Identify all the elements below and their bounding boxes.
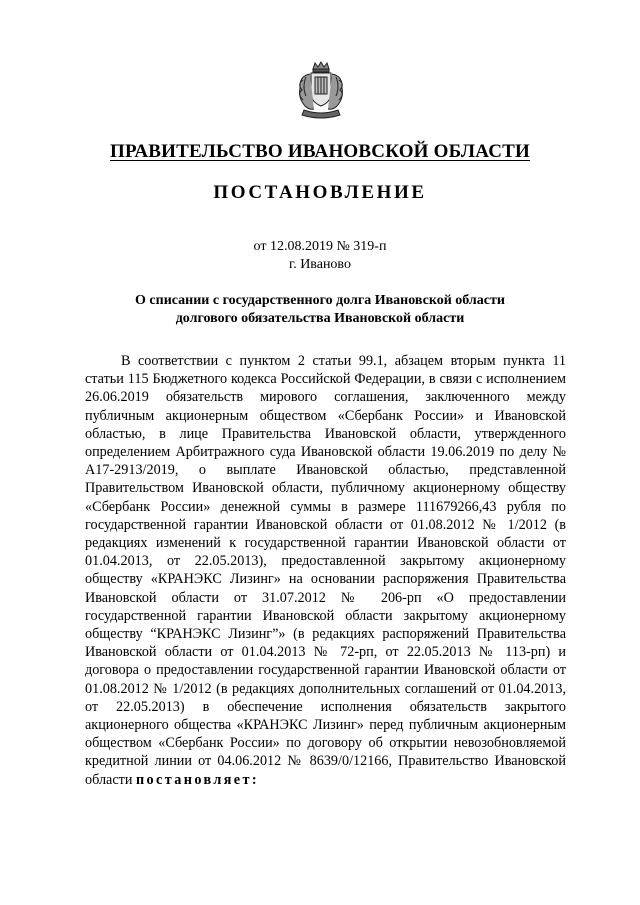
ivanovo-coat-of-arms-icon	[294, 60, 348, 122]
document-date-number: от 12.08.2019 № 319-п	[253, 239, 387, 254]
document-city: г. Иваново	[289, 257, 351, 272]
subject-line-2: долгового обязательства Ивановской области	[175, 311, 465, 326]
government-title: ПРАВИТЕЛЬСТВО ИВАНОВСКОЙ ОБЛАСТИ	[110, 141, 530, 162]
body-paragraph-text: В соответствии с пунктом 2 статьи 99.1, абзацем вторым пункта 11 статьи 115 Бюджетного кодекса Российской Федерации, в связи с исполнением 26.06.2019 обязательств мирового соглашения, заключенного между публичным акционерным обществом «Сбербанк России» и Ивановской областью, в лице Правительства Ивановской области, утвержденного определением Арбитражного суда Ивановской области 19.06.2019 по делу № А17-2913/2019, о выплате Ивановской областью, представленной Правительством Ивановской области, публичному акционерному обществу «Сбербанк России» денежной суммы в размере 111679266,43 рубля по государственной гарантии Ивановской области от 01.08.2012 № 1/2012 (в редакциях изменений к государственной гарантии Ивановской области от 01.04.2013, от 22.05.2013), предоставленной закрытому акционерному обществу «КРАНЭКС Лизинг» на основании распоряжения Правительства Ивановской области от 31.07.2012 № 206-рп «О предоставлении государственной гарантии Ивановской области закрытому акционерному обществу “КРАНЭКС Лизинг”» (в редакциях распоряжений Правительства Ивановской области от 01.04.2013 № 72-рп, от 22.05.2013 № 113-рп) и договора о предоставлении государственной гарантии Ивановской области от 01.08.2012 № 1/2012 (в редакциях дополнительных соглашений от 01.04.2013, от 22.05.2013) в обеспечение исполнения обязательств закрытого акционерного общества «КРАНЭКС Лизинг» перед публичным акционерным обществом «Сбербанк России» по договору об открытии невозобновляемой кредитной линии от 04.06.2012 № 8639/0/12166, Правительство Ивановской области	[85, 353, 566, 788]
body-paragraph	[85, 352, 566, 789]
subject-line-1: О списании с государственного долга Ивановской области	[135, 293, 505, 308]
document-type: ПОСТАНОВЛЕНИЕ	[213, 182, 427, 203]
resolves-keyword: постановляет:	[135, 771, 260, 788]
document-subject	[60, 292, 580, 328]
